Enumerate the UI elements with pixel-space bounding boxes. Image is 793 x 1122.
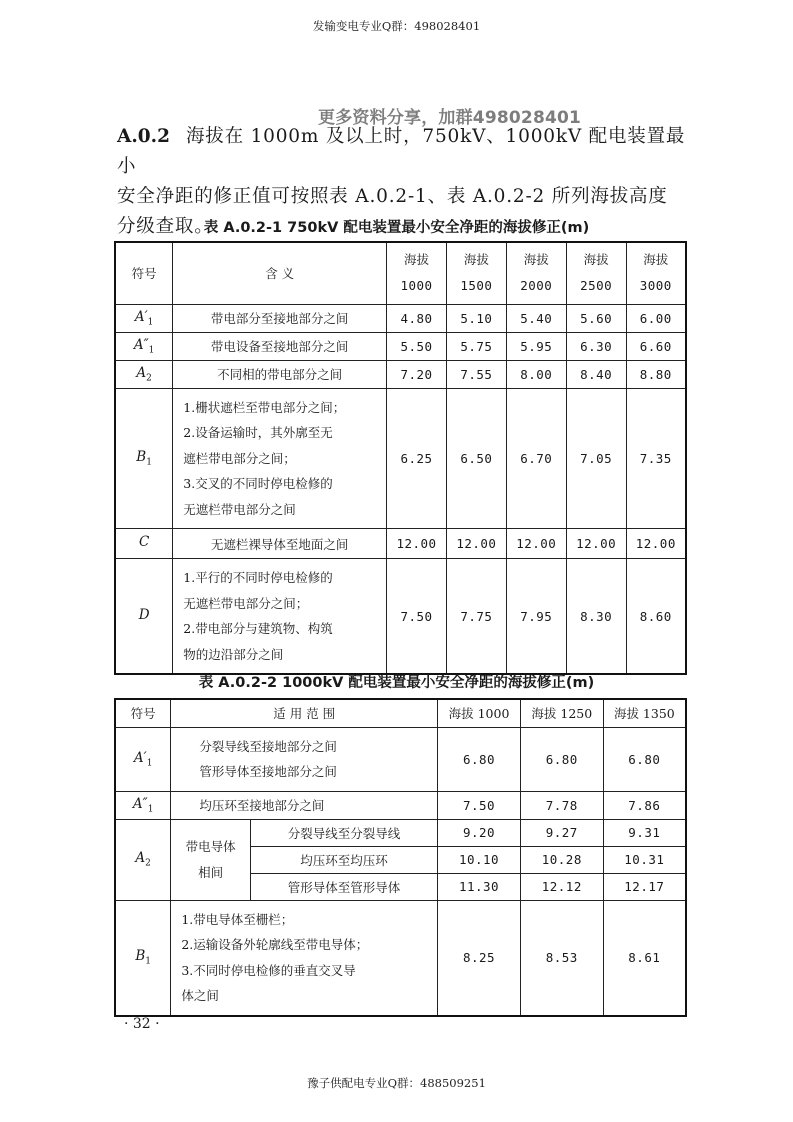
row-symbol: $A''_1$ (115, 791, 171, 819)
value-cell: 10.10 (438, 846, 521, 873)
row-symbol: $A_2$ (115, 819, 171, 900)
value-cell: 7.35 (626, 388, 686, 529)
value-cell: 12.00 (626, 529, 686, 559)
value-cell: 12.00 (566, 529, 626, 559)
value-cell: 5.95 (506, 332, 566, 360)
value-cell: 12.12 (520, 873, 603, 900)
value-cell: 7.95 (506, 559, 566, 675)
value-cell: 7.78 (520, 791, 603, 819)
table1-altitude-correction-750kv (114, 241, 687, 675)
row-group-label: 带电导体 相间 (171, 819, 251, 900)
table-row (115, 360, 686, 388)
value-cell: 11.30 (438, 873, 521, 900)
value-cell: 5.60 (566, 304, 626, 332)
row-symbol: $B_1$ (115, 900, 171, 1016)
alt-label: 海拔 (404, 252, 430, 268)
value-cell: 6.30 (566, 332, 626, 360)
row-symbol: $A''_1$ (115, 332, 173, 360)
table1-header-alt-2000 (506, 242, 566, 304)
value-cell: 5.75 (446, 332, 506, 360)
value-cell: 12.00 (387, 529, 447, 559)
value-cell: 5.10 (446, 304, 506, 332)
value-cell: 9.20 (438, 819, 521, 846)
alt-label: 海拔 (643, 252, 669, 268)
table1-header-alt-1000 (387, 242, 447, 304)
row-meaning: 带电设备至接地部分之间 (173, 332, 387, 360)
value-cell: 4.80 (387, 304, 447, 332)
value-cell: 8.80 (626, 360, 686, 388)
section-number: A.0.2 (117, 126, 170, 147)
value-cell: 8.61 (603, 900, 686, 1016)
value-cell: 6.80 (520, 727, 603, 791)
table1-caption: 表 A.0.2-1 750kV 配电装置最小安全净距的海拔修正(m) (203, 220, 590, 236)
row-meaning: 1.平行的不同时停电检修的 无遮栏带电部分之间； 2.带电部分与建筑物、构筑 物的边沿部分之间 (173, 559, 387, 675)
table2-header-scope: 适 用 范 围 (171, 699, 438, 727)
table-row (115, 388, 686, 529)
value-cell: 6.50 (446, 388, 506, 529)
value-cell: 6.80 (603, 727, 686, 791)
table-row (115, 900, 686, 1016)
row-scope: 均压环至均压环 (250, 846, 437, 873)
alt-value: 2000 (520, 278, 553, 294)
row-meaning: 不同相的带电部分之间 (173, 360, 387, 388)
value-cell: 6.60 (626, 332, 686, 360)
value-cell: 8.60 (626, 559, 686, 675)
value-cell: 6.70 (506, 388, 566, 529)
value-cell: 8.30 (566, 559, 626, 675)
table1-header-symbol: 符号 (115, 242, 173, 304)
value-cell: 7.50 (387, 559, 447, 675)
value-cell: 5.50 (387, 332, 447, 360)
paragraph-line-3: 分级查取。 (117, 216, 214, 237)
paragraph-line-1: 海拔在 1000m 及以上时，750kV、1000kV 配电装置最小 (117, 126, 686, 177)
table1-header-alt-1500 (446, 242, 506, 304)
table-row (115, 727, 686, 791)
value-cell: 7.05 (566, 388, 626, 529)
value-cell: 8.40 (566, 360, 626, 388)
alt-value: 1500 (460, 278, 493, 294)
value-cell: 8.25 (438, 900, 521, 1016)
page-number: · 32 · (124, 1016, 160, 1032)
table2-caption: 表 A.0.2-2 1000kV 配电装置最小安全净距的海拔修正(m) (198, 675, 595, 691)
row-symbol: D (115, 559, 173, 675)
row-meaning: 带电部分至接地部分之间 (173, 304, 387, 332)
row-symbol: C (115, 529, 173, 559)
value-cell: 7.55 (446, 360, 506, 388)
row-symbol: $A'_1$ (115, 304, 173, 332)
table2-header-symbol: 符号 (115, 699, 171, 727)
table-row (115, 332, 686, 360)
alt-label: 海拔 (583, 252, 609, 268)
table2-header-alt-1000: 海拔 1000 (438, 699, 521, 727)
table1-header-meaning: 含 义 (173, 242, 387, 304)
value-cell: 5.40 (506, 304, 566, 332)
page-footer: 豫子供配电专业Q群：488509251 (307, 1076, 486, 1090)
table2-header-alt-1350: 海拔 1350 (603, 699, 686, 727)
table2-header-alt-1250: 海拔 1250 (520, 699, 603, 727)
value-cell: 12.00 (446, 529, 506, 559)
row-meaning: 1.栅状遮栏至带电部分之间； 2.设备运输时，其外廓至无 遮栏带电部分之间； 3.交叉的不同时停电检修的 无遮栏带电部分之间 (173, 388, 387, 529)
row-scope: 1.带电导体至栅栏； 2.运输设备外轮廓线至带电导体； 3.不同时停电检修的垂直交叉导 体之间 (171, 900, 438, 1016)
value-cell: 10.31 (603, 846, 686, 873)
value-cell: 7.50 (438, 791, 521, 819)
table1-header-alt-2500 (566, 242, 626, 304)
value-cell: 12.17 (603, 873, 686, 900)
alt-label: 海拔 (523, 252, 549, 268)
value-cell: 7.75 (446, 559, 506, 675)
row-meaning: 无遮栏裸导体至地面之间 (173, 529, 387, 559)
table1-header-alt-3000 (626, 242, 686, 304)
row-scope: 管形导体至管形导体 (250, 873, 437, 900)
value-cell: 7.86 (603, 791, 686, 819)
table2-altitude-correction-1000kv (114, 698, 687, 1017)
watermark-text: 更多资料分享，加群498028401 (318, 108, 582, 128)
value-cell: 9.31 (603, 819, 686, 846)
row-symbol: $A'_1$ (115, 727, 171, 791)
table-row (115, 559, 686, 675)
table-row (115, 791, 686, 819)
table2-header-row (115, 699, 686, 727)
table-row (115, 304, 686, 332)
row-scope: 分裂导线至分裂导线 (250, 819, 437, 846)
table-row (115, 529, 686, 559)
alt-label: 海拔 (463, 252, 489, 268)
row-scope: 均压环至接地部分之间 (171, 791, 438, 819)
value-cell: 12.00 (506, 529, 566, 559)
value-cell: 7.20 (387, 360, 447, 388)
page-header: 发输变电专业Q群：498028401 (312, 19, 481, 33)
row-symbol: $A_2$ (115, 360, 173, 388)
value-cell: 6.80 (438, 727, 521, 791)
row-symbol: $B_1$ (115, 388, 173, 529)
value-cell: 9.27 (520, 819, 603, 846)
alt-value: 3000 (639, 278, 672, 294)
value-cell: 8.53 (520, 900, 603, 1016)
paragraph-line-2: 安全净距的修正值可按照表 A.0.2-1、表 A.0.2-2 所列海拔高度 (117, 186, 668, 207)
value-cell: 10.28 (520, 846, 603, 873)
value-cell: 8.00 (506, 360, 566, 388)
alt-value: 2500 (580, 278, 613, 294)
value-cell: 6.00 (626, 304, 686, 332)
row-scope: 分裂导线至接地部分之间 管形导体至接地部分之间 (171, 727, 438, 791)
table-row (115, 819, 686, 846)
table1-header-row (115, 242, 686, 304)
alt-value: 1000 (400, 278, 433, 294)
value-cell: 6.25 (387, 388, 447, 529)
